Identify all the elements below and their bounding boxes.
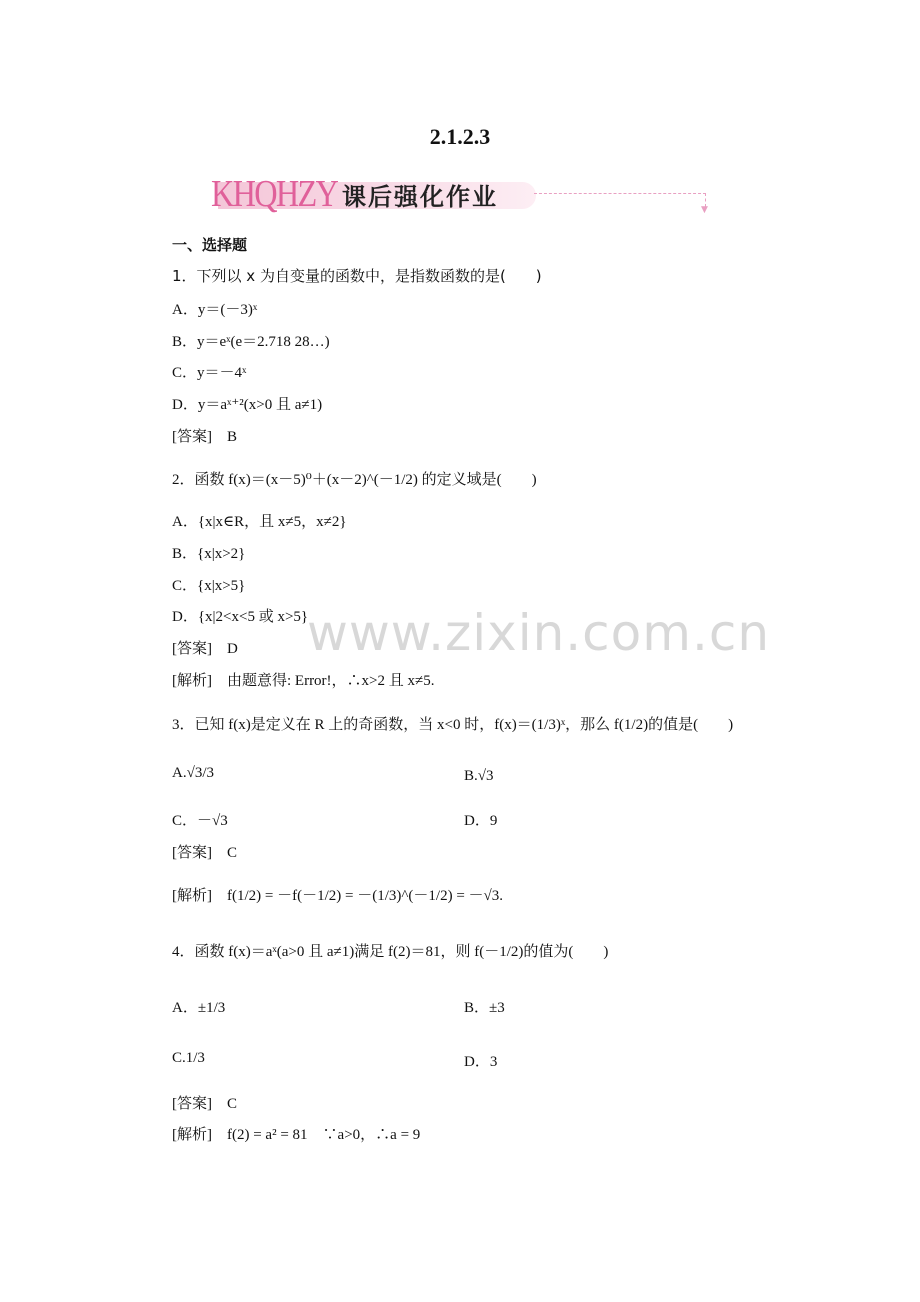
question-stem: 2．函数 f(x)＝(x－5)⁰＋(x－2)^(－1/2) 的定义域是( ) [172, 472, 537, 488]
banner-dashed-line [534, 193, 706, 194]
option-a: A．{x|x∈R，且 x≠5，x≠2} [172, 514, 347, 530]
option-b: B．y＝eˣ(e＝2.718 28…) [172, 334, 330, 350]
answer-line: [答案] D [172, 641, 238, 657]
banner-logo-latin: KHQHZY [211, 173, 338, 215]
analysis-line: [解析] f(2) = a² = 81 ∵a>0，∴a = 9 [172, 1127, 421, 1143]
option-d: D．3 [464, 1054, 498, 1070]
answer-line: [答案] C [172, 845, 237, 861]
analysis-line: [解析] f(1/2) = －f(－1/2) = －(1/3)^(－1/2) = －√3. [172, 888, 504, 904]
option-c: C．－√3 [172, 813, 228, 829]
math-text: 1．下列以 x 为自变量的函数中，是指数函数的是( ) [172, 267, 542, 285]
watermark: www.zixin.com.cn [307, 604, 771, 662]
option-c: C．{x|x>5} [172, 578, 246, 594]
option-c: C．y＝－4ˣ [172, 365, 247, 381]
section-heading: 一、选择题 [172, 236, 248, 254]
section-banner [208, 172, 718, 216]
answer-line: [答案] C [172, 1096, 237, 1112]
option-b: B．{x|x>2} [172, 546, 246, 562]
analysis-line: [解析] 由题意得: Error!，∴x>2 且 x≠5. [172, 673, 435, 689]
banner-label: 课后强化作业 [342, 183, 498, 211]
chevron-down-icon: ▼ [701, 205, 708, 215]
option-a: A．y＝(－3)ˣ [172, 302, 258, 318]
page-title: 2.1.2.3 [429, 124, 491, 149]
option-d: D．{x|2<x<5 或 x>5} [172, 609, 309, 625]
option-d: D．9 [464, 813, 498, 829]
question-stem: 4．函数 f(x)＝aˣ(a>0 且 a≠1)满足 f(2)＝81，则 f(－1/2)的值为( ) [172, 944, 609, 960]
answer-line: [答案] B [172, 429, 237, 445]
option-b: B．±3 [464, 1000, 505, 1016]
option-d: D．y＝aˣ⁺²(x>0 且 a≠1) [172, 397, 323, 413]
option-b: B.√3 [464, 768, 494, 784]
option-a: A.√3/3 [172, 765, 214, 781]
option-c: C.1/3 [172, 1050, 205, 1066]
option-a: A．±1/3 [172, 1000, 226, 1016]
question-stem [172, 265, 542, 286]
question-stem: 3．已知 f(x)是定义在 R 上的奇函数，当 x<0 时，f(x)＝(1/3)ˣ，那么 f(1/2)的值是( ) [172, 717, 734, 733]
